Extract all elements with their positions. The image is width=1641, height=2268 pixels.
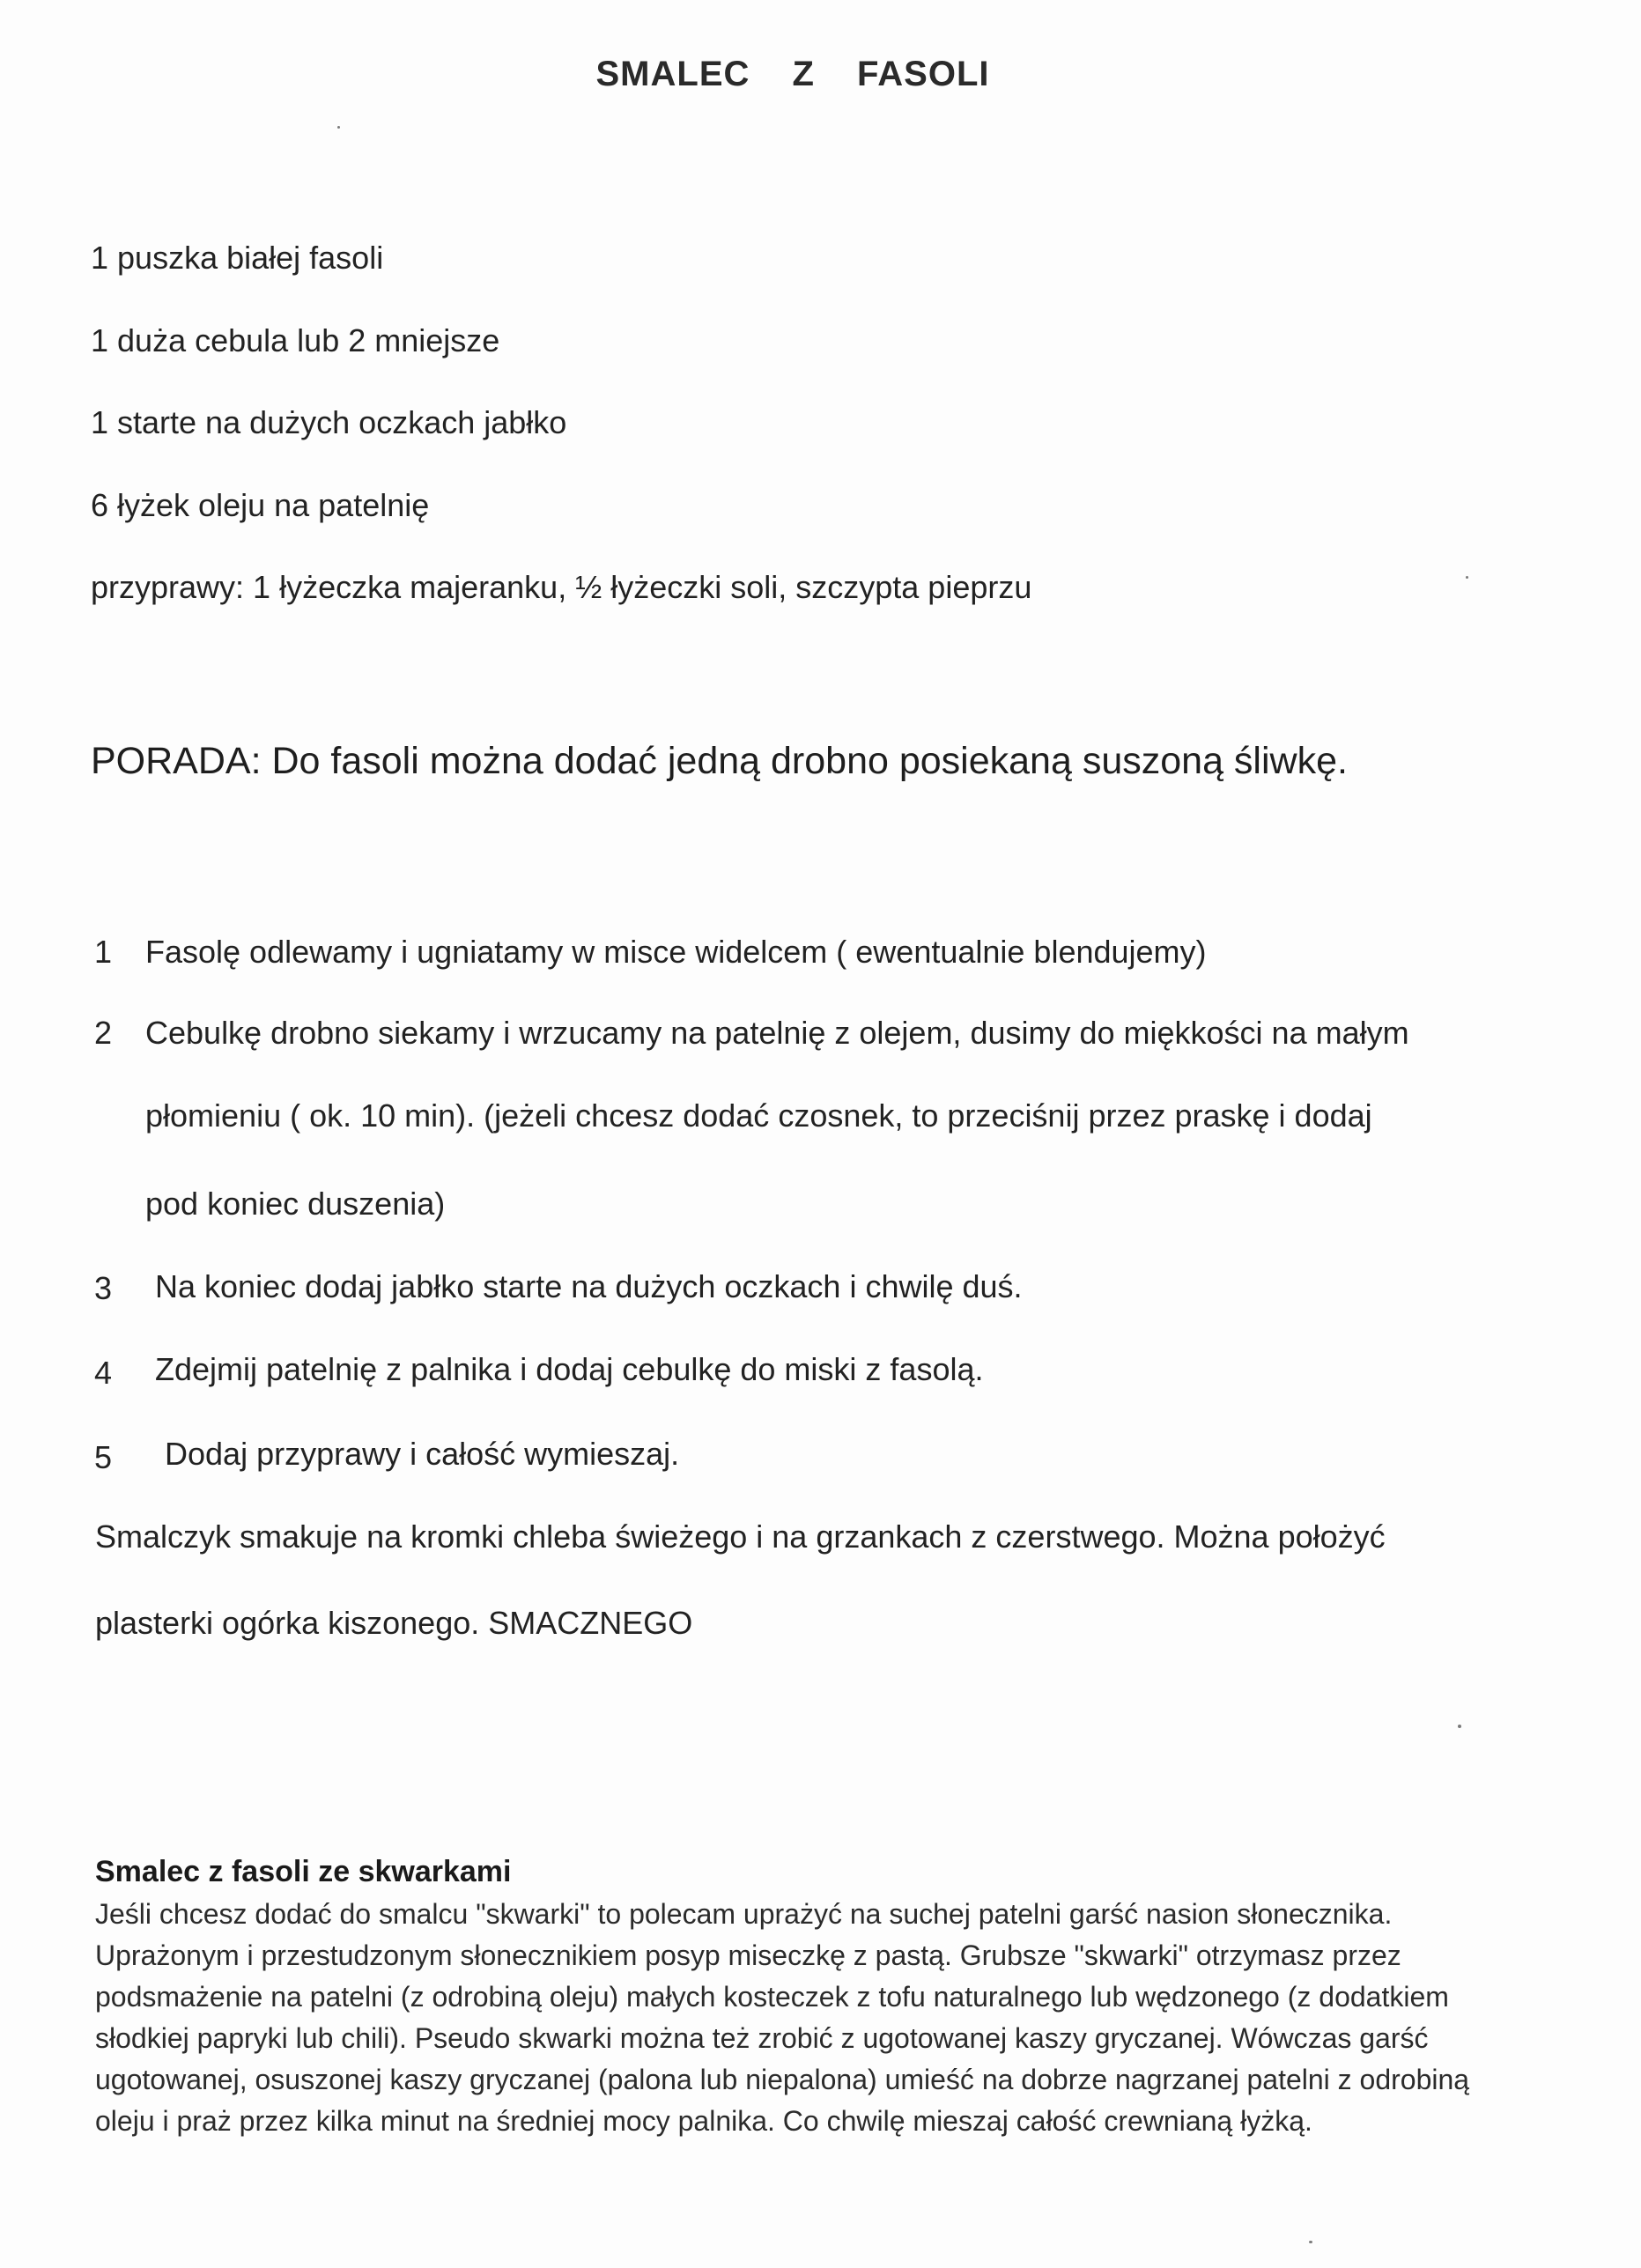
ingredient-line: 6 łyżek oleju na patelnię bbox=[91, 487, 430, 523]
step-text: Zdejmij patelnię z palnika i dodaj cebulkę do miski z fasolą. bbox=[155, 1351, 984, 1387]
scan-speck bbox=[1458, 1725, 1461, 1728]
serving-note: plasterki ogórka kiszonego. SMACZNEGO bbox=[95, 1605, 693, 1641]
scan-speck bbox=[1309, 2241, 1312, 2243]
ingredient-line: 1 puszka białej fasoli bbox=[91, 240, 384, 276]
scan-speck bbox=[337, 126, 340, 129]
bonus-title: Smalec z fasoli ze skwarkami bbox=[95, 1855, 512, 1888]
recipe-title: SMALEC Z FASOLI bbox=[595, 55, 990, 93]
bonus-text: Jeśli chcesz dodać do smalcu "skwarki" to polecam uprażyć na suchej patelni garść nasion słonecznika. Uprażonym i przestudzonym słonecznikiem posyp miseczkę z pastą. Grubsze "skwarki" otrzymasz przez podsmażenie na patelni (z odrobiną oleju) małych kosteczek z tofu naturalnego lub wędzonego (z dodatkiem słodkiej papryki lub chili). Pseudo skwarki można też zrobić z ugotowanej kaszy gryczanej. Wówczas garść ugotowanej, osuszonej kaszy gryczanej (palona lub niepalona) umieść na dobrze nagrzanej patelni z odrobiną oleju i praż przez kilka minut na średniej mocy palnika. Co chwilę mieszaj całość crewnianą łyżką. bbox=[95, 1898, 1470, 2137]
tip-note: PORADA: Do fasoli można dodać jedną drobno posiekaną suszoną śliwkę. bbox=[91, 740, 1348, 782]
step-text: Cebulkę drobno siekamy i wrzucamy na patelnię z olejem, dusimy do miękkości na małym bbox=[145, 1015, 1409, 1051]
ingredient-line: przyprawy: 1 łyżeczka majeranku, ½ łyżeczki soli, szczypta pieprzu bbox=[91, 569, 1032, 605]
step-text: Na koniec dodaj jabłko starte na dużych oczkach i chwilę duś. bbox=[155, 1268, 1023, 1304]
step-text: Dodaj przyprawy i całość wymieszaj. bbox=[165, 1436, 680, 1472]
step-number: 1 bbox=[94, 934, 113, 970]
step-number: 4 bbox=[94, 1355, 113, 1391]
serving-note: Smalczyk smakuje na kromki chleba świeżego i na grzankach z czerstwego. Można położyć bbox=[95, 1518, 1386, 1555]
scan-speck bbox=[1466, 576, 1468, 579]
step-text: płomieniu ( ok. 10 min). (jeżeli chcesz dodać czosnek, to przeciśnij przez praskę i dodaj bbox=[145, 1097, 1372, 1134]
step-number: 2 bbox=[94, 1015, 113, 1051]
step-text: pod koniec duszenia) bbox=[145, 1186, 446, 1222]
ingredient-line: 1 duża cebula lub 2 mniejsze bbox=[91, 322, 500, 358]
step-number: 3 bbox=[94, 1270, 113, 1306]
step-number: 5 bbox=[94, 1439, 113, 1475]
step-text: Fasolę odlewamy i ugniatamy w misce widelcem ( ewentualnie blendujemy) bbox=[145, 934, 1207, 970]
ingredient-line: 1 starte na dużych oczkach jabłko bbox=[91, 404, 567, 440]
